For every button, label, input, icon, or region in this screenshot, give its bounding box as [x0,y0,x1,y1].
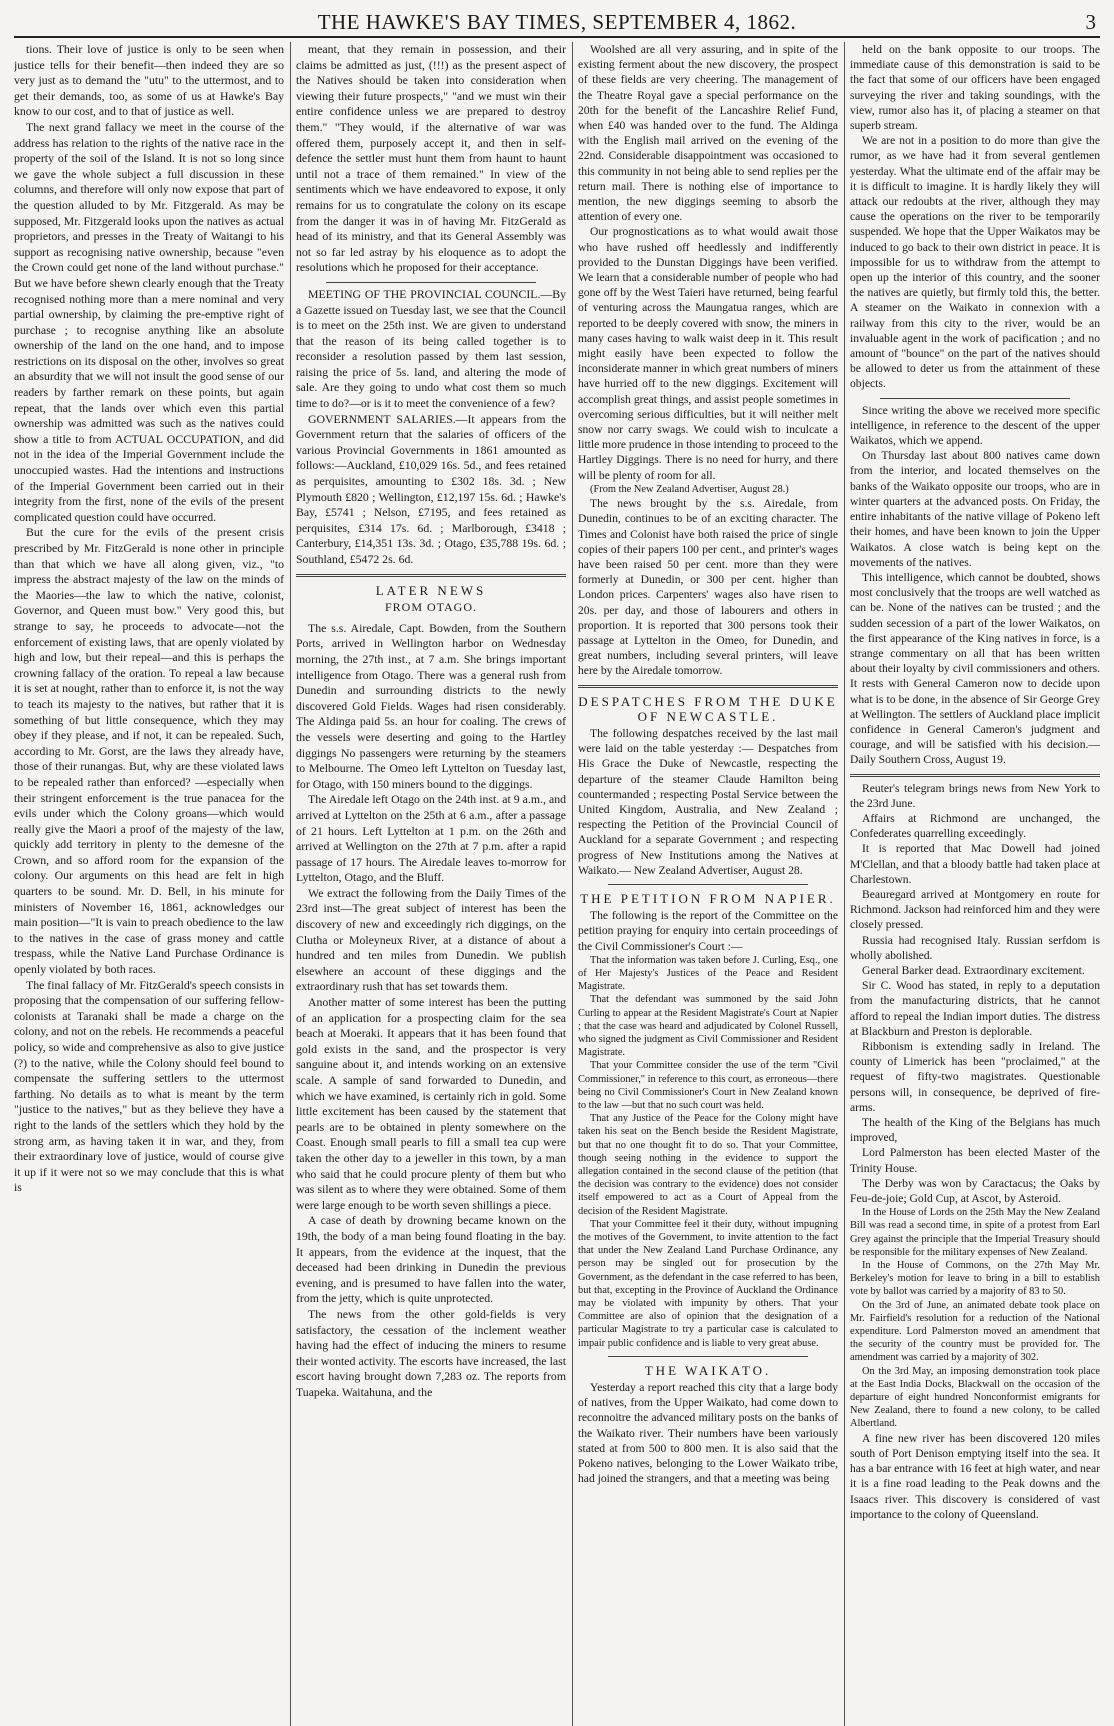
report-clause: That your Committee consider the use of the term "Civil Commissioner," in reference to this court, as erroneous—there being no Civil Commissioner's Court in New Zealand known to the law —but that no such court was held. [578,1060,838,1112]
masthead-title: THE HAWKE'S BAY TIMES, SEPTEMBER 4, 1862. [317,10,797,34]
article-paragraph: The following is the report of the Committee on the petition praying for enquiry into certain proceedings of the Civil Commissioner's Court :— [578,909,838,953]
telegram-item: Lord Palmerston has been elected Master of the Trinity House. [850,1146,1100,1175]
article-paragraph: Woolshed are all very assuring, and in spite of the existing ferment about the new discovery, the prospect of these fields are very cheering. The management of the Theatre Royal gave a special performance on the 20th for the benefit of the Lancashire Relief Fund, when £40 was handed over to the fund. The Aldinga with the English mail arrived on the evening of the 22nd. Considerable disappointment was occasioned to this community in not being able to send replies per the return mail. There is nothing else of importance to mention, the new diggings seeming to absorb the attention of every one. [578,43,838,224]
page-number: 3 [1085,10,1096,34]
article-paragraph: Another matter of some interest has been the putting of an application for a prospecting claim for the sea beach at Moeraki. It appears that it has been found that gold exists in the sand, and the prospector is very sanguine about it, and intends working on an extensive scale. A sample of sand forwarded to Dunedin, and which we have examined, is certainly rich in gold. Some little excitement has been caused by the statement that pearls are to be obtained in plenty somewhere on the Coast. Enough small pearls to fill a small tea cup were taken the other day to a jeweller in this town, by a man who said that he could procure plenty of them but who was silent as to where they were obtained. Some of them were large enough to be worth seven shillings a piece. [296,995,566,1212]
telegram-item: General Barker dead. Extraordinary excitement. [862,963,1085,977]
article-paragraph: Since writing the above we received more specific intelligence, in reference to the descent of the upper Waikatos, which we append. [850,403,1100,448]
section-divider [296,574,566,577]
article-paragraph: The final fallacy of Mr. FitzGerald's speech consists in proposing that the compensation of our suffering fellow-colonists at Taranaki shall be made a charge on the colony, and not on the rebels. He recommends a peaceful policy, so wide and comprehensive as also to give justice (?) to the native, while the Colony should feel bound to compensate the suffering settlers to the uttermost farthing. No details as to what is meant by the term "justice to the natives," but as they believe they have a right to the lands of the settlers which they hold by the strong arm, as having taken it in war, and they, from their extraordinary love of justice, would of course give it up if it were not so we may conclude that this is what is [14,977,284,1195]
report-clause: That the defendant was summoned by the said John Curling to appear at the Resident Magistrate's Court at Napier ; that the case was heard and adjudicated by Colonel Russell, who signed the judgment as Civil Commissioner and Resident Magistrate. [578,994,838,1059]
article-paragraph: held on the bank opposite to our troops. The immediate cause of this demonstration is said to be the fact that some of our officers have been engaged surveying the river and taking soundings, with the view, rumor also has it, of placing a steamer on that superb stream. [850,43,1100,133]
telegram-item: A fine new river has been discovered 120 miles south of Port Denison emptying itself into the sea. It has a bar entrance with 16 feet at high water, and near it is a fine road leading to the Peak downs and the Isaacs river. This discovery is considered of vast importance to the colony of Queensland. [850,1431,1100,1521]
telegram-item: Ribbonism is extending sadly in Ireland. The county of Limerick has been "proclaimed," at the request of fifty-two magistrates. Questionable persons will, in consequence, be deprived of fire-arms. [850,1040,1100,1114]
telegram-item: On the 3rd of June, an animated debate took place on Mr. Fairfield's resolution for a reduction of the National expenditure. Lord Palmerston moved an amendment that the security of the country must be provided for. The amendment was carried by a majority of 302. [850,1299,1100,1364]
report-clause: That your Committee feel it their duty, without impugning the motives of the Government, to invite attention to the fact that under the New Zealand Land Purchase Ordinance, any person may be singled out for prosecution by the Government, as the defendant in the case referred to has been, but that, excepting in the Province of Auckland the Ordinance may be violated with impunity by others. That your Committee are also of opinion that the designation of a particular Magistrate to try a particular case is calculated to impair public confidence and is liable to very great abuse. [578,1218,838,1349]
article-paragraph: The following despatches received by the last mail were laid on the table yesterday :— Despatches from His Grace the Duke of Newcastle, respecting the departure of the steamer Claude Hamilton being countermanded ; respecting Postal Service between the United Kingdom, Australia, and New Zealand ; respecting the Petition of the Provincial Council of Auckland for a separate Government ; and respecting progress of New Institutions among the Natives at Waikato.— New Zealand Advertiser, August 28. [578,726,838,877]
article-paragraph: Yesterday a report reached this city that a large body of natives, from the Upper Waikato, had come down to reconnoitre the advanced military posts on the banks of the Waikato river. Their numbers have been variously stated at from 500 to 800 men. It is also said that the Pokeno natives, belonging to the Lower Waikato tribe, had joined the strangers, and that a meeting was being [578,1381,838,1486]
telegram-item: Beauregard arrived at Montgomery en route for Richmond. Jackson had reinforced him and they were closely pressed. [850,887,1100,932]
column-rule [844,42,845,1726]
article-paragraph: The news from the other gold-fields is very satisfactory, the cessation of the inclement weather having had the effect of inducing the miners to resume their wonted activity. The escorts have increased, the last escort having brought down 7,283 oz. The reports from Tuapeka. Waitahuna, and the [296,1306,566,1399]
telegram-item: It is reported that Mac Dowell had joined M'Clellan, and that a bloody battle had taken place at Charlestown. [850,842,1100,886]
masthead [14,6,1100,38]
section-divider [578,685,838,688]
section-heading: DESPATCHES FROM THE DUKE OF NEWCASTLE. [578,693,838,724]
report-clause: That any Justice of the Peace for the Colony might have taken his seat on the Bench beside the Resident Magistrate, but that no one thought fit to do so. That your Committee, though seeing nothing in the evidence to support the allegation contained in the second clause of the petition (that the decision was contrary to the evidence) does not consider itself empowered to act as a Court of Appeal from the decision of the Resident Magistrate. [578,1113,838,1217]
section-heading: THE WAIKATO. [644,1362,772,1378]
telegram-item: In the House of Commons, on the 27th May Mr. Berkeley's motion for leave to bring in a bill to establish vote by ballot was carried by a majority of 83 to 50. [850,1260,1100,1298]
article-paragraph: The news brought by the s.s. Airedale, from Dunedin, continues to be of an exciting character. The Times and Colonist have both raised the price of single copies of their papers 100 per cent., and printer's wages have been raised 50 per cent. more than they were formerly at Dunedin, or 300 per cent. higher than London prices. Carpenters' wages also have risen to 20s. per day, and those of labourers and others in proportion. It is reported that 300 persons took their passage at Lyttelton in the Omeo, for Dunedin, and great numbers, including several printers, will leave here by the Airedale tomorrow. [578,497,838,678]
columns [14,42,1100,1726]
column-1 [14,42,284,1726]
column-3 [578,42,838,1726]
column-rule [572,42,573,1726]
telegram-item: The Derby was won by Caractacus; the Oaks by Feu-de-joie; Gold Cup, at Ascot, by Asteroid. [850,1176,1100,1206]
column-4 [850,42,1100,1726]
article-paragraph: We extract the following from the Daily Times of the 23rd inst—The great subject of interest has been the discovery of new and exceedingly rich diggings, on the Clutha or Moleyneux River, at a distance of about a hundred and ten miles from Dunedin. We publish elsewhere an account of these diggings and the extraordinary rush that has set towards them. [296,885,566,994]
telegram-item: Affairs at Richmond are unchanged, the Confederates quarrelling exceedingly. [850,811,1100,841]
article-paragraph: The next grand fallacy we meet in the course of the address has relation to the rights of the native race in the property of the soil of the Island. It is not so long since we gave the whole subject a full discussion in these columns, and therefore will only now expose that part of the question alluded to by Mr. Fitzgerald. As may be supposed, Mr. Fitzgerald looks upon the natives as actual proprietors, and presses in the Treaty of Waitangi to his support as recognising native ownership, because "even the Crown could get none of the land without purchase." But we have before shewn clearly enough that the Treaty recognised nothing more than a mere nominal and very partial ownership, by claiming the pre-emptive right of purchase ; to recognise anything like an absolute ownership of the land on the one hand, and to impose restrictions on its disposal on the other, involves so great an absurdity that we will not insult the good sense of our readers by farther remark on these points, but again repeat, that the lands over which even this partial ownership was admitted was such as the natives could show a title to from ACTUAL OCCUPATION, and did not in the idea of the Imperial Government include the unoccupied wastes. Had the intentions and instructions of the Imperial Government been carried out in their integrity from the first, none of the evils of the present complicated question could have occurred. [14,119,284,524]
section-heading: THE PETITION FROM NAPIER. [580,890,836,906]
section-divider [608,1356,808,1357]
column-rule [290,42,291,1726]
article-paragraph: tions. Their love of justice is only to be seen when justice tells for their benefit—then indeed they are so very just as to demand the "utu" to the uttermost, and to get their demands, too, as some of us at Hawke's Bay know to our cost, and to that of justice as well. [14,42,284,119]
news-item-government-salaries: GOVERNMENT SALARIES.—It appears from the Government return that the salaries of officers of the various Provincial Governments in 1861 amounted as follows:—Auckland, £10,029 16s. 5d., and fees retained as perquisites, amounting to £302 18s. 3d. ; New Plymouth £820 ; Wellington, £12,197 15s. 6d. ; Hawke's Bay, £5741 ; Nelson, £7195, and fees retained as perquisites, £314 17s. 6d. ; Marlborough, £3418 ; Canterbury, £14,351 13s. 3d. ; Otago, £35,788 19s. 6d. ; Southland, £5472 2s. 6d. [296,411,566,566]
telegram-item: Sir C. Wood has stated, in reply to a deputation from the manufacturing districts, that he cannot afford to repeal the Indian import duties. The distress at Blackburn and Preston is deplorable. [850,979,1100,1038]
telegram-item: Reuter's telegram brings news from New York to the 23rd June. [850,781,1100,810]
article-paragraph: The Airedale left Otago on the 24th inst. at 9 a.m., and arrived at Lyttelton on the 25th at 6 a.m., after a passage of 21 hours. Left Lyttelton at 1 p.m. on the 26th and arrived at Wellington on the 27th at 7 p.m. after a rapid passage of 17 hours. The Airedale leaves to-morrow for Lyttelton, Otago, and the Bluff. [296,792,566,885]
telegram-item: In the House of Lords on the 25th May the New Zealand Bill was read a second time, in spite of a protest from Earl Grey against the principle that the Imperial Treasury should be responsible for the military expenses of New Zealand. [850,1207,1100,1258]
article-paragraph: Our prognostications as to what would await those who have rushed off heedlessly and indifferently provided to the Dunstan Diggings have been verified. We learn that a considerable number of people who had gone off by the West Taieri have returned, being fearful of venturing across the Maungatua ranges, which are reported to be deeply covered with snow, the miners in many cases having to walk waist deep in it. This result might easily have been expected to follow the inconsiderate manner in which great numbers of miners have hurried off to the new diggings. Excitement will accomplish great things, and assist people sometimes in overcoming serious difficulties, but it will neither melt snow nor carry swags. We could wish to inculcate a little more prudence in those intending to proceed to the Hartley Diggings. There is no need for hurry, and there will be plenty of room for all. [578,225,838,482]
telegram-item: On the 3rd May, an imposing demonstration took place at the East India Docks, Blackwall on the occasion of the departure of eight hundred Nonconformist emigrants for New Zealand, there to found a new colony, to be called Albertland. [850,1365,1100,1430]
article-paragraph: A case of death by drowning became known on the 19th, the body of a man being found floating in the bay. It appears, from the evidence at the inquest, that the deceased had been drinking in Dunedin the previous evening, and is presumed to have fallen into the water, from the jetty, which is quite unprotected. [296,1213,566,1306]
section-heading: LATER NEWS [375,582,487,598]
article-paragraph: This intelligence, which cannot be doubted, shows most conclusively that the troops are well watched as can be. None of the natives can be trusted ; and the sudden secession of a part of the lower Waikatos, on the first appearance of the King natives in force, is a strange commentary on all that has been written about their loyalty by civil commissioners and others. It rests with General Cameron now to decide upon what is to be done, in the absence of Sir George Grey at Wellington. The settlers of Auckland place implicit confidence in General Cameron's judgment and courage, and will be satisfied with his decision.—Daily Southern Cross, August 19. [850,570,1100,767]
telegram-item: Russia had recognised Italy. Russian serfdom is wholly abolished. [850,933,1100,962]
telegram-item: The health of the King of the Belgians has much improved, [850,1116,1100,1145]
article-paragraph: We are not in a position to do more than give the rumor, as we have had it from several gentlemen yesterday. What the ultimate end of the affair may be it is difficult to imagine. It is hardly likely they will attack our redoubts at the river, although they may cause the operations on the river to be temporarily suspended. We hope that the Upper Waikatos may be induced to go back to their own district in peace. It is impossible for us to withdraw from the attempt to open up the interior of this country, and the sooner the natives are quietly, but firmly told this, the better. A steamer on the Waikato in connexion with a railway from this city to the river, would be an invaluable agent in the work of pacification ; and no amount of "bounce" on the part of the natives should be allowed to deter us from the attainment of these objects. [850,134,1100,391]
article-paragraph: meant, that they remain in possession, and their claims be admitted as just, (!!!) as the present aspect of the Natives should be taken into consideration when viewing their future prospects," "and we must win their entire confidence unless we are prepared to destroy them." "They would, if the alternative of war was offered them, purposely accept it, and then in self-defence the settler must hunt them from haunt to haunt until not a trace of them remained." In view of the sentiments which we have endeavored to expose, it only remains for us to congratulate the colony on its escape from the danger it was in of having Mr. FitzGerald as head of its ministry, and that its General Assembly was not so far led astray by his eloquence as to adopt the resolutions which he proposed for their acceptance. [296,42,566,275]
column-2 [296,42,566,1726]
article-paragraph: On Thursday last about 800 natives came down from the interior, and located themselves on the banks of the Waikato opposite our troops, who are in winter quarters at the advanced posts. On Friday, the entire inhabitants of the native village of Pokeno left their homes, and have been known to join the Upper Waikatos. A close watch is being kept on the movements of the natives. [850,449,1100,569]
news-item-provincial-council: MEETING OF THE PROVINCIAL COUNCIL.—By a Gazette issued on Tuesday last, we see that the Council is to meet on the 25th inst. We are given to understand that the reason of its being called together is to reconsider a resolution passed by them last session, raising the price of 5s. land, and altering the mode of sale. Are they going to undo what cost them so much time to do?—or is it to meet the convenience of a few? [296,286,566,411]
article-paragraph: But the cure for the evils of the present crisis prescribed by Mr. FitzGerald is none other in principle than that which we have all along given, viz., "to impress the abstract majesty of the law on the minds of the Maories—the law to which the native, colonist, Governor, and Queen must bow." Very good this, but strange to say, he proceeds to advocate—not the enforcement of existing laws, that are openly violated by high and low, but their repeal—and this is perhaps the crowning fallacy of the oration. To repeal a law because it is set at nought, rather than to enforce it, is not the way to teach its majesty to the natives, but rather that it is something of but little consequence, which they may obey if they please, and if not, it can be repealed. Such, according to Mr. Gorst, are the laws they already have, those of their runangas. But, why are these violated laws to be repealed rather than enforced? —especially when their stringent enforcement is the true panacea for the evils under which the Colony groans—which would really give the Maori a proof of the majesty of the law, quickly add territory in plenty to the demesne of the Crown, and so afford room for the expansion of the colony. Our arguments on this head are felt in high quarters to be sound. Mr. D. Bell, in his minute for ministers of November 16, 1861, acknowledges our main position—"It is vain to preach obedience to the law to the natives in the case of grass money and cattle trespass, while the Native Land Purchase Ordinance is openly violated by both races. [14,525,284,977]
source-attribution: (From the New Zealand Advertiser, August 28.) [590,483,789,495]
section-divider [608,884,808,885]
section-divider [326,282,536,283]
section-subheading: FROM OTAGO. [384,600,478,615]
article-paragraph: The s.s. Airedale, Capt. Bowden, from the Southern Ports, arrived in Wellington harbor on Wednesday morning, the 27th inst., at 7 a.m. She brings important intelligence from Otago. There was a general rush from Dunedin and surrounding districts to the newly discovered Gold Fields. Wages had risen considerably. The Aldinga paid 5s. an hour for coaling. The crews of the vessels were deserting and going to the Hartley diggings No passengers were returning by the steamers to Melbourne. The Omeo left Lyttelton on Tuesday last, for Otago, with 150 miners bound to the diggings. [296,620,566,791]
section-divider [850,774,1100,777]
section-divider [880,398,1070,399]
report-clause: That the information was taken before J. Curling, Esq., one of Her Majesty's Justices of the Peace and Resident Magistrate. [578,954,838,993]
